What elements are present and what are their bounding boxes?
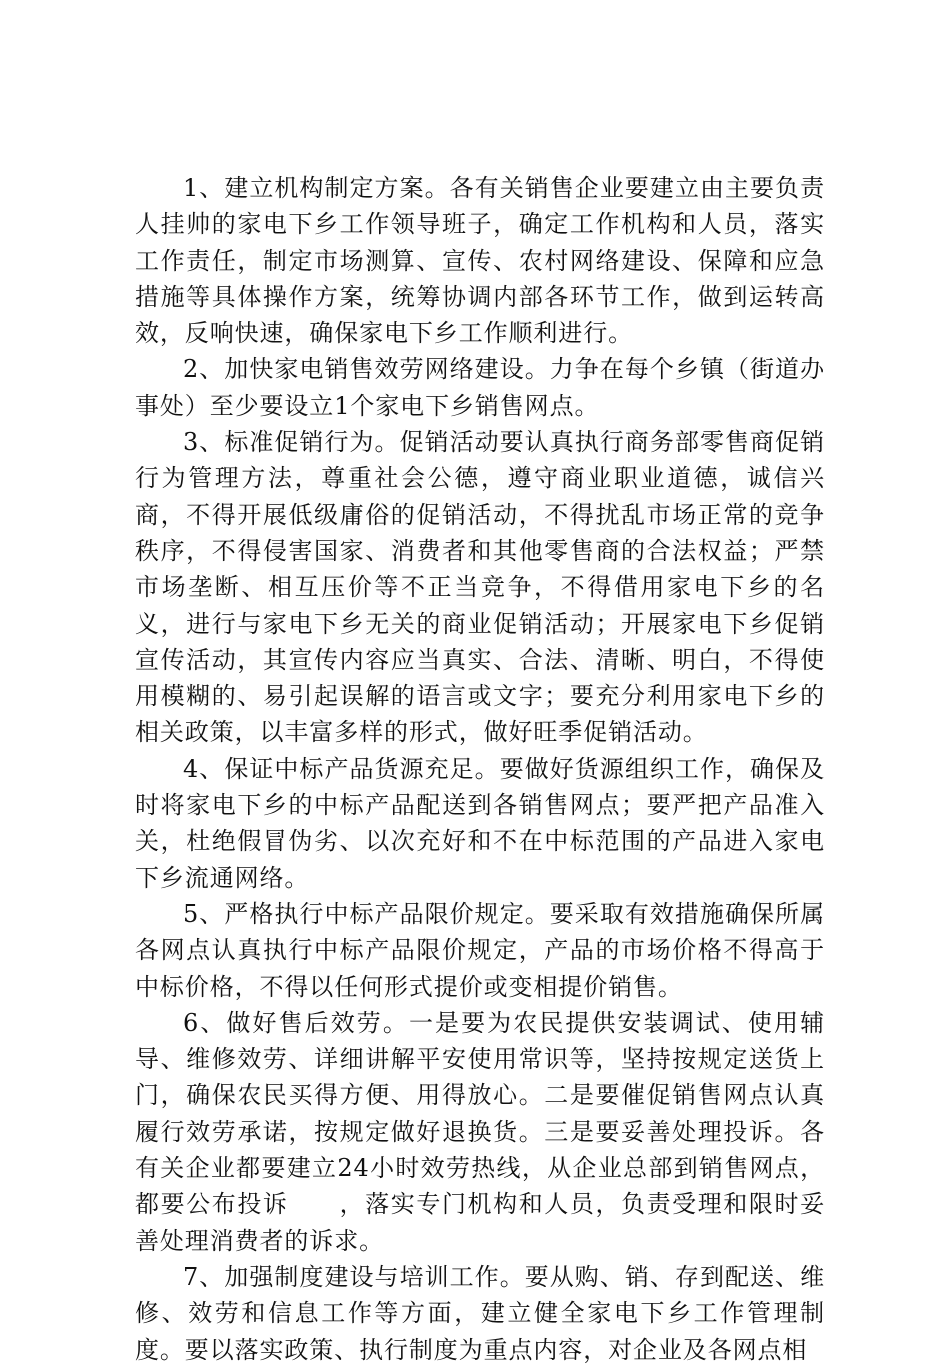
paragraph-2: 2、加快家电销售效劳网络建设。力争在每个乡镇（街道办事处）至少要设立1个家电下乡销售网点。 [135, 355, 825, 420]
paragraph-5: 5、严格执行中标产品限价规定。要采取有效措施确保所属各网点认真执行中标产品限价规定，产品的市场价格不得高于中标价格，不得以任何形式提价或变相提价销售。 [135, 899, 825, 1001]
paragraph-1: 1、建立机构制定方案。各有关销售企业要建立由主要负责人挂帅的家电下乡工作领导班子，确定工作机构和人员，落实工作责任，制定市场测算、宣传、农村网络建设、保障和应急措施等具体操作方案，统筹协调内部各环节工作，做到运转高效，反响快速，确保家电下乡工作顺利进行。 [135, 174, 825, 348]
paragraph-4: 4、保证中标产品货源充足。要做好货源组织工作，确保及时将家电下乡的中标产品配送到各销售网点；要严把产品准入关，杜绝假冒伪劣、以次充好和不在中标范围的产品进入家电下乡流通网络。 [135, 754, 825, 892]
paragraph-3: 3、标准促销行为。促销活动要认真执行商务部零售商促销行为管理方法，尊重社会公德，遵守商业职业道德，诚信兴商，不得开展低级庸俗的促销活动，不得扰乱市场正常的竞争秩序，不得侵害国家、消费者和其他零售商的合法权益；严禁市场垄断、相互压价等不正当竞争，不得借用家电下乡的名义，进行与家电下乡无关的商业促销活动；开展家电下乡促销宣传活动，其宣传内容应当真实、合法、清晰、明白，不得使用模糊的、易引起误解的语言或文字；要充分利用家电下乡的相关政策，以丰富多样的形式，做好旺季促销活动。 [135, 428, 825, 747]
paragraph-7: 7、加强制度建设与培训工作。要从购、销、存到配送、维修、效劳和信息工作等方面，建立健全家电下乡工作管理制度。要以落实政策、执行制度为重点内容，对企业及各网点相 [135, 1262, 825, 1364]
document-body [135, 170, 825, 1368]
paragraph-6: 6、做好售后效劳。一是要为农民提供安装调试、使用辅导、维修效劳、详细讲解平安使用常识等，坚持按规定送货上门，确保农民买得方便、用得放心。二是要催促销售网点认真履行效劳承诺，按规定做好退换货。三是要妥善处理投诉。各有关企业都要建立24小时效劳热线，从企业总部到销售网点，都要公布投诉 ，落实专门机构和人员，负责受理和限时妥善处理消费者的诉求。 [135, 1008, 825, 1255]
